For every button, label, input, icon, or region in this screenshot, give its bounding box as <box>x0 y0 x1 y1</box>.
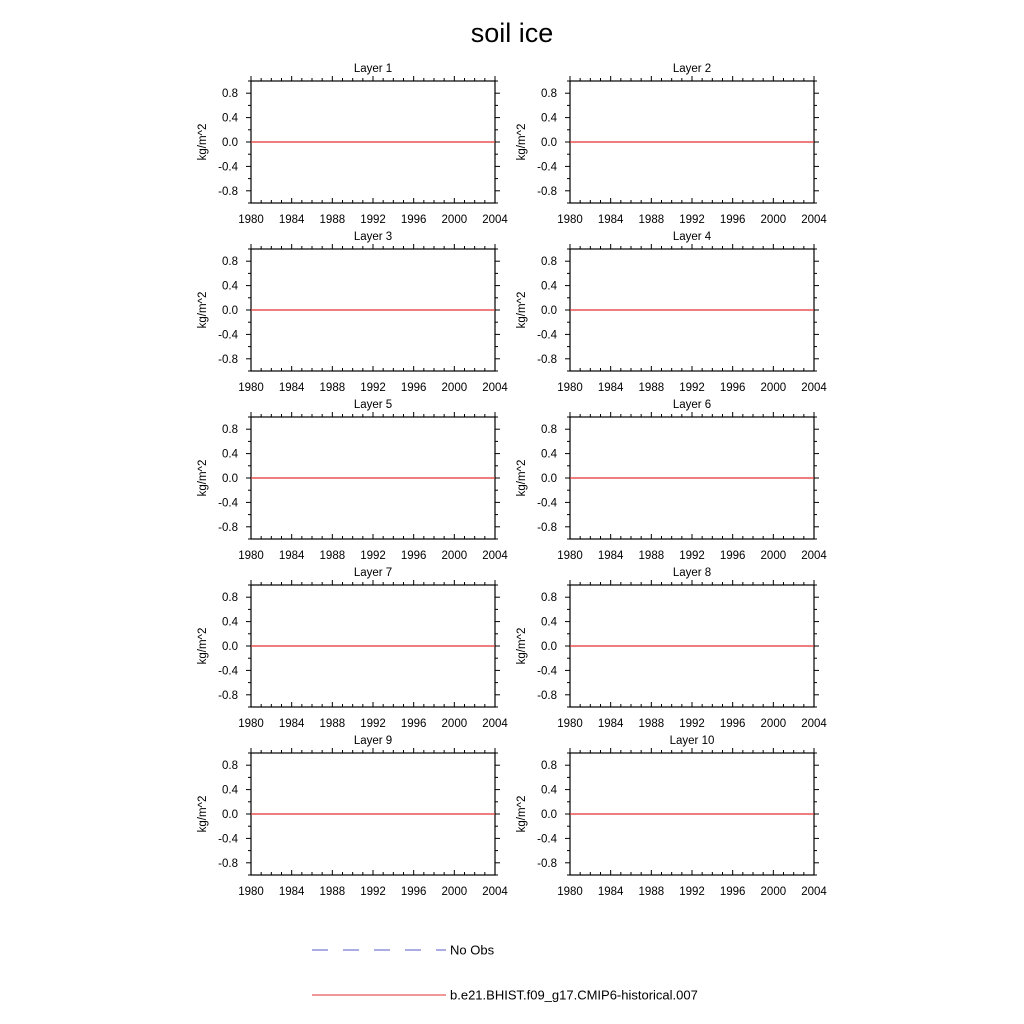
x-tick-label: 1984 <box>278 214 305 226</box>
x-tick-label: 1984 <box>278 718 305 730</box>
y-tick-label: 0.8 <box>222 592 238 605</box>
y-tick-label: -0.4 <box>218 497 238 510</box>
x-tick-label: 1988 <box>638 550 665 562</box>
panel-title: Layer 6 <box>672 399 712 411</box>
x-tick-label: 2004 <box>801 550 827 562</box>
x-tick-label: 2004 <box>482 382 508 394</box>
y-axis-label: kg/m^2 <box>516 459 528 497</box>
y-axis-label: kg/m^2 <box>197 627 209 665</box>
x-tick-label: 1996 <box>400 550 427 562</box>
y-axis-label: kg/m^2 <box>197 795 209 833</box>
panel-title: Layer 10 <box>669 735 715 747</box>
panel-title: Layer 4 <box>672 231 712 243</box>
x-tick-label: 2000 <box>760 718 787 730</box>
y-axis-label: kg/m^2 <box>197 123 209 161</box>
y-tick-label: 0.4 <box>541 784 557 797</box>
x-tick-label: 2004 <box>482 718 508 730</box>
x-tick-label: 1984 <box>597 214 624 226</box>
y-tick-label: 0.0 <box>222 641 238 653</box>
x-tick-label: 2004 <box>801 214 827 226</box>
x-tick-label: 1988 <box>319 550 346 562</box>
y-tick-label: 0.8 <box>541 760 557 773</box>
x-tick-label: 1980 <box>557 718 583 730</box>
x-tick-label: 2004 <box>801 886 827 898</box>
y-tick-label: -0.8 <box>218 521 238 534</box>
y-tick-label: -0.8 <box>218 185 238 198</box>
figure-title: soil ice <box>470 18 554 48</box>
y-tick-label: 0.0 <box>222 305 238 317</box>
x-tick-label: 1996 <box>719 214 746 226</box>
y-tick-label: -0.4 <box>218 665 238 678</box>
x-tick-label: 1980 <box>557 382 583 394</box>
x-tick-label: 1980 <box>557 550 583 562</box>
y-tick-label: 0.4 <box>222 280 238 293</box>
x-tick-label: 2000 <box>441 550 468 562</box>
y-axis-label: kg/m^2 <box>516 795 528 833</box>
x-tick-label: 1984 <box>597 886 624 898</box>
x-tick-label: 1992 <box>679 382 705 394</box>
y-tick-label: 0.4 <box>222 448 238 461</box>
y-tick-label: -0.4 <box>537 161 557 174</box>
panel-8 <box>516 567 827 730</box>
y-axis-label: kg/m^2 <box>516 123 528 161</box>
panel-1 <box>197 63 508 226</box>
x-tick-label: 1980 <box>238 550 264 562</box>
panel-7 <box>197 567 508 730</box>
y-axis-label: kg/m^2 <box>516 291 528 329</box>
y-tick-label: -0.4 <box>218 329 238 342</box>
x-tick-label: 2000 <box>760 382 787 394</box>
y-tick-label: -0.8 <box>218 857 238 870</box>
x-tick-label: 2004 <box>482 214 508 226</box>
y-tick-label: 0.8 <box>222 760 238 773</box>
x-tick-label: 2000 <box>441 886 468 898</box>
x-tick-label: 2000 <box>441 382 468 394</box>
x-tick-label: 1980 <box>238 886 264 898</box>
x-tick-label: 1984 <box>597 550 624 562</box>
y-tick-label: -0.4 <box>537 497 557 510</box>
x-tick-label: 1992 <box>679 886 705 898</box>
panel-6 <box>516 399 827 562</box>
x-tick-label: 1988 <box>319 718 346 730</box>
y-tick-label: 0.8 <box>541 88 557 101</box>
x-tick-label: 1984 <box>278 886 305 898</box>
x-tick-label: 1984 <box>597 382 624 394</box>
x-tick-label: 1992 <box>679 718 705 730</box>
y-tick-label: -0.8 <box>537 857 557 870</box>
x-tick-label: 1992 <box>360 886 386 898</box>
x-tick-label: 2004 <box>801 718 827 730</box>
x-tick-label: 1996 <box>719 550 746 562</box>
panel-title: Layer 5 <box>353 399 393 411</box>
x-tick-label: 2000 <box>441 718 468 730</box>
y-tick-label: 0.0 <box>222 137 238 149</box>
x-tick-label: 2000 <box>760 550 787 562</box>
y-tick-label: -0.4 <box>218 833 238 846</box>
legend-label-model: b.e21.BHIST.f09_g17.CMIP6-historical.007 <box>450 987 698 1003</box>
x-tick-label: 1988 <box>638 214 665 226</box>
panel-3 <box>197 231 508 394</box>
panel-9 <box>197 735 508 898</box>
y-tick-label: 0.0 <box>541 809 557 821</box>
x-tick-label: 2004 <box>482 886 508 898</box>
x-tick-label: 1996 <box>719 382 746 394</box>
panel-2 <box>516 63 827 226</box>
y-tick-label: 0.0 <box>222 473 238 485</box>
y-tick-label: 0.4 <box>222 112 238 125</box>
y-tick-label: -0.8 <box>218 353 238 366</box>
y-tick-label: 0.8 <box>541 256 557 269</box>
x-tick-label: 1984 <box>278 550 305 562</box>
x-tick-label: 2000 <box>441 214 468 226</box>
y-tick-label: -0.8 <box>537 689 557 702</box>
y-tick-label: 0.8 <box>222 88 238 101</box>
x-tick-label: 1988 <box>319 382 346 394</box>
x-tick-label: 1988 <box>638 886 665 898</box>
y-tick-label: -0.4 <box>218 161 238 174</box>
y-tick-label: -0.8 <box>537 521 557 534</box>
x-tick-label: 1988 <box>319 886 346 898</box>
panel-5 <box>197 399 508 562</box>
panel-title: Layer 2 <box>672 63 712 75</box>
y-tick-label: 0.8 <box>541 592 557 605</box>
x-tick-label: 2000 <box>760 886 787 898</box>
panel-title: Layer 9 <box>353 735 393 747</box>
panel-title: Layer 7 <box>353 567 393 579</box>
y-tick-label: 0.8 <box>222 424 238 437</box>
x-tick-label: 1992 <box>360 214 386 226</box>
y-tick-label: 0.4 <box>222 616 238 629</box>
x-tick-label: 1996 <box>719 718 746 730</box>
x-tick-label: 1980 <box>238 382 264 394</box>
x-tick-label: 1980 <box>238 214 264 226</box>
y-tick-label: -0.8 <box>537 353 557 366</box>
y-tick-label: 0.4 <box>222 784 238 797</box>
panel-grid <box>197 63 827 898</box>
x-tick-label: 1992 <box>360 550 386 562</box>
y-tick-label: 0.4 <box>541 280 557 293</box>
x-tick-label: 1996 <box>400 718 427 730</box>
x-tick-label: 1980 <box>557 214 583 226</box>
y-tick-label: 0.4 <box>541 448 557 461</box>
y-tick-label: -0.4 <box>537 329 557 342</box>
x-tick-label: 1996 <box>400 382 427 394</box>
x-tick-label: 1992 <box>360 718 386 730</box>
x-tick-label: 1984 <box>278 382 305 394</box>
y-tick-label: 0.0 <box>541 473 557 485</box>
x-tick-label: 1988 <box>319 214 346 226</box>
y-tick-label: 0.0 <box>541 641 557 653</box>
x-tick-label: 1988 <box>638 718 665 730</box>
y-axis-label: kg/m^2 <box>197 291 209 329</box>
x-tick-label: 1992 <box>679 214 705 226</box>
y-tick-label: 0.0 <box>222 809 238 821</box>
y-tick-label: 0.4 <box>541 616 557 629</box>
x-tick-label: 1984 <box>597 718 624 730</box>
y-tick-label: 0.8 <box>541 424 557 437</box>
x-tick-label: 1988 <box>638 382 665 394</box>
y-tick-label: 0.0 <box>541 305 557 317</box>
panel-title: Layer 1 <box>353 63 393 75</box>
y-tick-label: -0.4 <box>537 833 557 846</box>
y-tick-label: -0.8 <box>537 185 557 198</box>
panel-4 <box>516 231 827 394</box>
x-tick-label: 2004 <box>801 382 827 394</box>
x-tick-label: 1992 <box>679 550 705 562</box>
y-tick-label: -0.4 <box>537 665 557 678</box>
panel-title: Layer 8 <box>672 567 712 579</box>
panel-10 <box>516 735 827 898</box>
x-tick-label: 2004 <box>482 550 508 562</box>
y-tick-label: 0.8 <box>222 256 238 269</box>
x-tick-label: 2000 <box>760 214 787 226</box>
y-tick-label: 0.4 <box>541 112 557 125</box>
x-tick-label: 1980 <box>238 718 264 730</box>
y-axis-label: kg/m^2 <box>516 627 528 665</box>
panel-title: Layer 3 <box>353 231 393 243</box>
legend <box>312 943 698 1003</box>
x-tick-label: 1996 <box>400 214 427 226</box>
y-tick-label: 0.0 <box>541 137 557 149</box>
x-tick-label: 1996 <box>719 886 746 898</box>
y-tick-label: -0.8 <box>218 689 238 702</box>
x-tick-label: 1992 <box>360 382 386 394</box>
x-tick-label: 1996 <box>400 886 427 898</box>
y-axis-label: kg/m^2 <box>197 459 209 497</box>
legend-label-no-obs: No Obs <box>450 942 495 958</box>
x-tick-label: 1980 <box>557 886 583 898</box>
